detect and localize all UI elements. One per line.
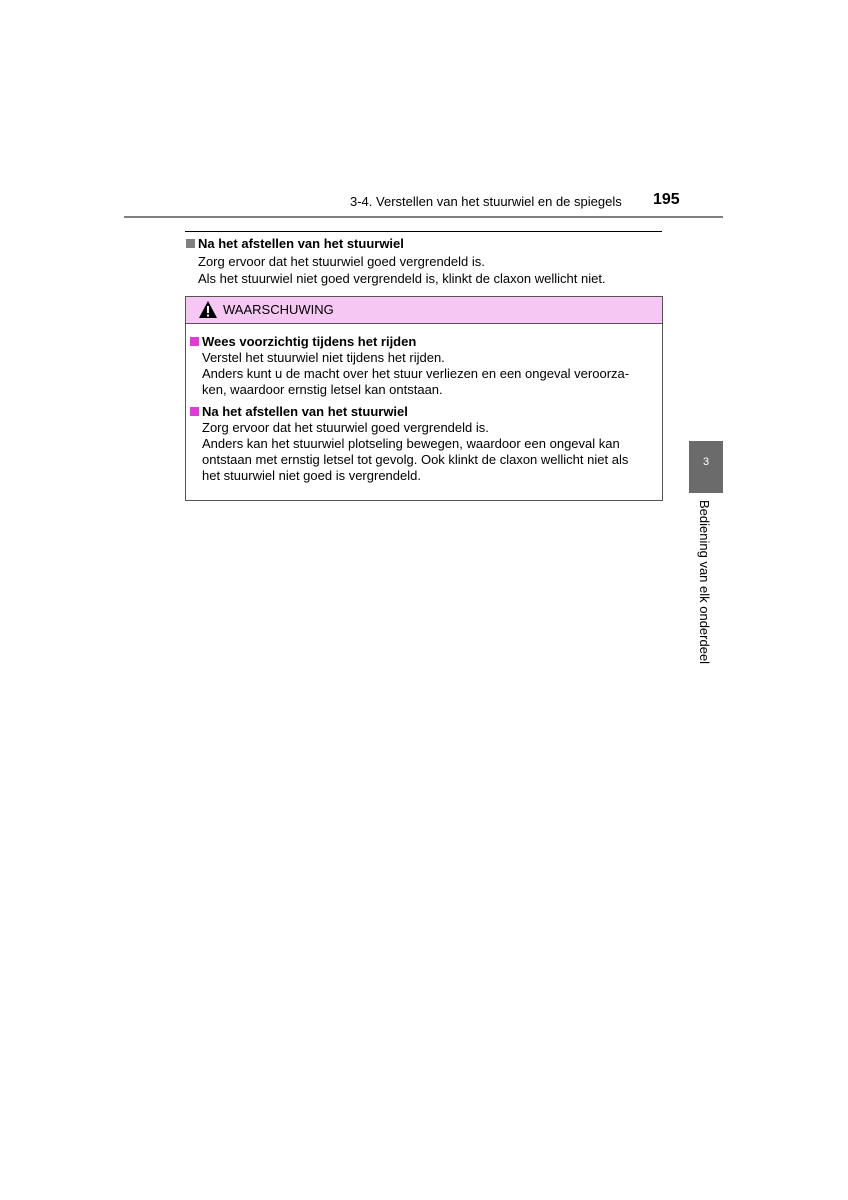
warning-item (190, 404, 654, 484)
section-heading (186, 236, 404, 252)
warning-triangle-icon (198, 300, 218, 319)
warning-title: WAARSCHUWING (223, 302, 334, 317)
warning-text-line: Verstel het stuurwiel niet tijdens het rijden. (202, 350, 445, 365)
warning-item-heading (190, 334, 654, 350)
chapter-label: Bediening van elk onderdeel (697, 500, 712, 665)
warning-text-line: het stuurwiel niet goed is vergrendeld. (202, 468, 421, 483)
section-line: Als het stuurwiel niet goed vergrendeld is, klinkt de claxon wellicht niet. (198, 270, 606, 286)
section-rule (185, 231, 662, 232)
warning-item-heading-text: Na het afstellen van het stuurwiel (202, 404, 408, 419)
warning-header (186, 297, 662, 324)
magenta-square-bullet-icon (190, 337, 199, 346)
warning-item-heading-text: Wees voorzichtig tijdens het rijden (202, 334, 417, 349)
page-number: 195 (653, 191, 680, 208)
header-section-title: 3-4. Verstellen van het stuurwiel en de spiegels (350, 194, 622, 209)
magenta-square-bullet-icon (190, 407, 199, 416)
section-line: Zorg ervoor dat het stuurwiel goed vergrendeld is. (198, 254, 485, 269)
warning-item-heading (190, 404, 654, 420)
section-body (198, 254, 606, 287)
warning-item-text (190, 350, 654, 398)
warning-text-line: ken, waardoor ernstig letsel kan ontstaan. (202, 382, 443, 397)
warning-box (185, 296, 663, 501)
header-rule (124, 216, 723, 218)
warning-text-line: Anders kunt u de macht over het stuur verliezen en een ongeval veroorza- (202, 366, 630, 381)
chapter-number: 3 (702, 456, 710, 468)
gray-square-bullet-icon (186, 239, 195, 248)
warning-text-line: Zorg ervoor dat het stuurwiel goed vergrendeld is. (202, 420, 489, 435)
section-heading-text: Na het afstellen van het stuurwiel (198, 236, 404, 251)
chapter-tab (689, 441, 723, 493)
warning-text-line: Anders kan het stuurwiel plotseling bewegen, waardoor een ongeval kan (202, 436, 620, 451)
warning-item (190, 334, 654, 398)
warning-item-text (190, 420, 654, 484)
warning-text-line: ontstaan met ernstig letsel tot gevolg. Ook klinkt de claxon wellicht niet als (202, 452, 629, 467)
